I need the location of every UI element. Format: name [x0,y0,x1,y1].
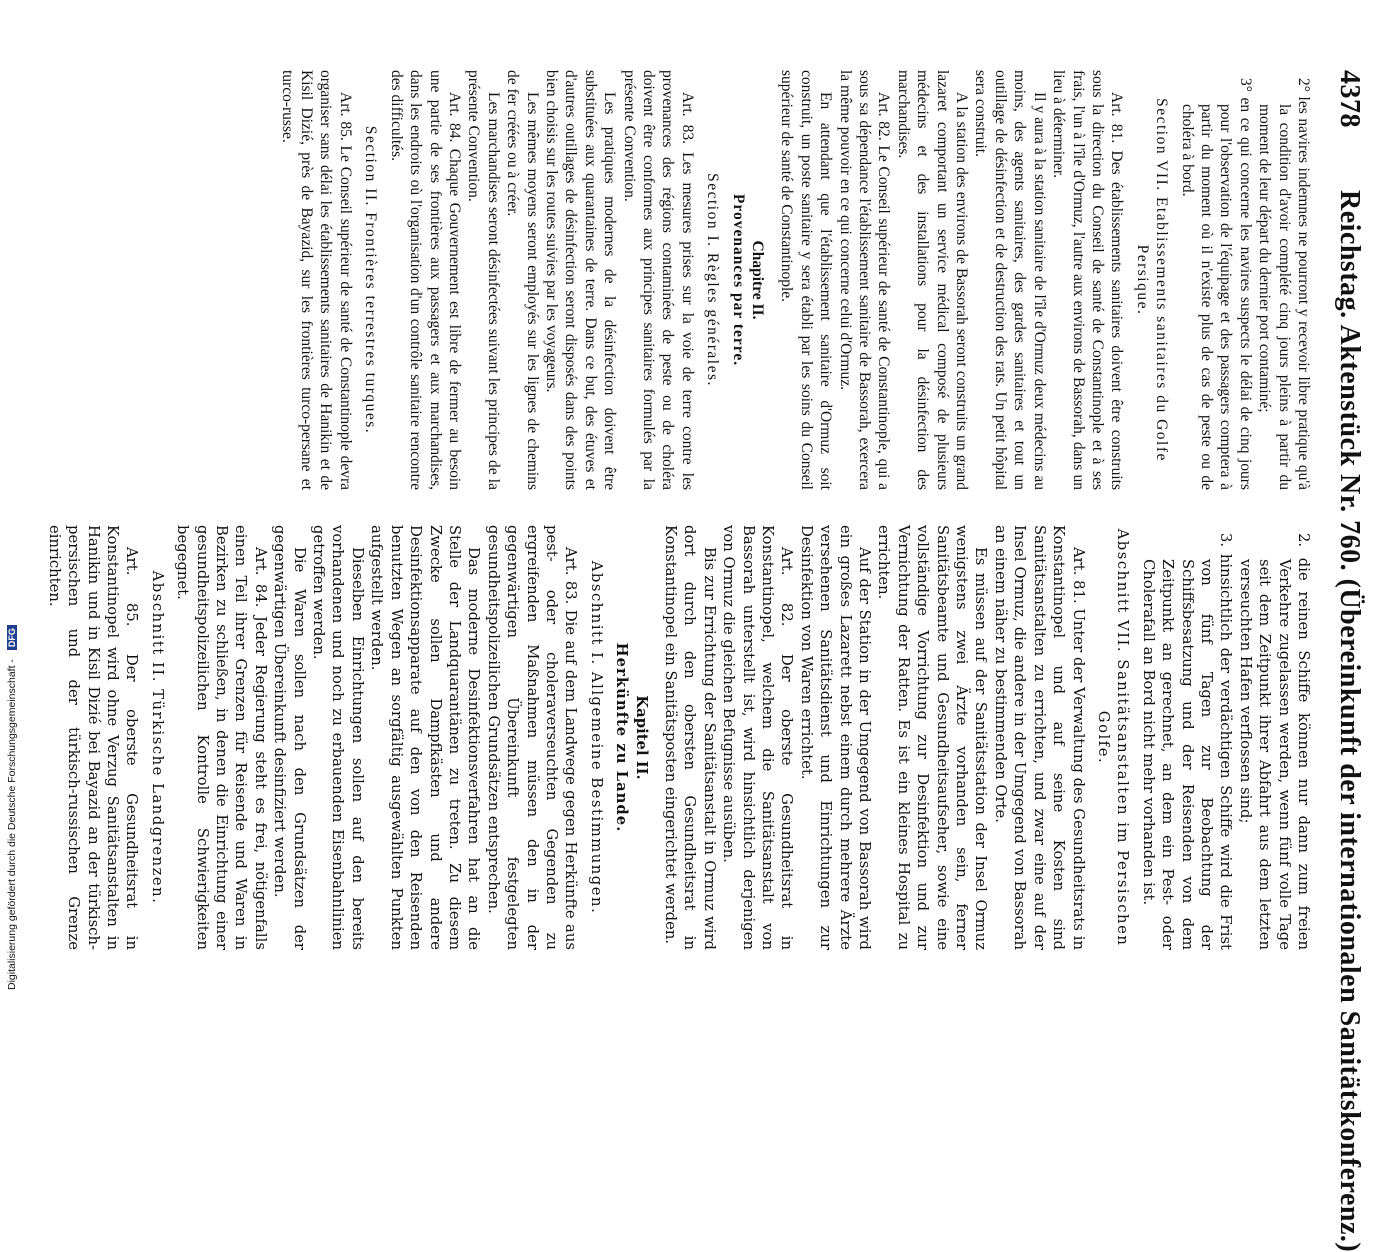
section-heading: Abschnitt I. Allgemeine Bestimmungen. [587,560,605,915]
list-item: 3. hinsichtlich der verdächtigen Schiffe wird die Frist von fünf Tagen zur Beobachtung der Schiffsbesatzung und der Reisenden von dem Zeitpunkt an gerechnet, an dem ein Pest- oder Cholerafall an Bord nicht mehr vorhanden ist. [1139,533,1235,950]
section-heading: Section I. Règles générales. [704,173,722,387]
article-paragraph: Bis zur Errichtung der Sanitätsanstalt in Ormuz wird dort durch den obersten Gesundheitsrat in Konstantinopel ein Sanitätsposten eingerichtet werden. [662,525,718,950]
section-heading: Section II. Frontières terrestres turques. [362,125,380,435]
article-paragraph: Die Waren sollen nach den Grundsätzen der gegenwärtigen Übereinkunft desinfiziert werden. [271,525,308,950]
chapter-heading: Chapitre II. [749,240,767,320]
article-paragraph: Art. 83. Les mesures prises sur la voie de terre contre les provenances des régions contaminées de peste ou de choléra doivent être conformes aux principes sanitaires formulés par la présente Convention. [620,70,696,490]
article-paragraph: Art. 82. Le Conseil supérieur de santé de Constantinople, qui a sous sa dépendance l'établissement sanitaire de Bassorah, exercera la même pouvoir en ce qui concerne celui d'Ormuz. [836,70,893,490]
article-paragraph: En attendant que l'établissement sanitaire d'Ormuz soit construit, un poste sanitaire y sera établi par les soins du Conseil supérieur de santé de Constantinople. [778,70,835,490]
article-paragraph: Art. 84. Chaque Gouvernement est libre de fermer au besoin une partie de ses frontières aux passagers et aux marchandises, dans les endroits où l'organisation d'un contrôle sanitaire rencontre des difficultés. [387,70,463,490]
article-paragraph: Art. 81. Des établissements sanitaires doivent être construits sous la direction du Conseil de santé de Constantinople et à ses frais, l'un à l'île d'Ormuz, l'autre aux environs de Bassorah, dans un lieu à déterminer. [1050,70,1126,490]
article-paragraph: Les pratiques modernes de la désinfection doivent être substituées aux quarantaines de terre. Dans ce but, des étuves et d'autres outillages de désinfection seront disposés dans des points bien choisis sur les routes suivies par les voyageurs. [542,70,619,490]
article-paragraph: Art. 82. Der oberste Gesundheitsrat in Konstantinopel, welchem die Sanitätsanstalt von Bassorah unterstellt ist, wird hinsichtlich derjenigen von Ormuz die gleichen Befugnisse ausüben. [720,525,796,950]
digitization-footer [6,625,18,990]
german-column [44,525,1313,950]
article-paragraph: Art. 81. Unter der Verwaltung des Gesundheitsrats in Konstantinopel und auf seine Kosten sind Sanitätsanstalten zu errichten, und zwar eine auf der Insel Ormuz, die andere in der Umgegend von Bassorah an einem näher zu bestimmenden Orte. [991,525,1087,950]
chapter-title: Herkünfte zu Lande. [613,642,631,833]
article-paragraph: Das moderne Desinfektionsverfahren hat an die Stelle der Landquarantänen zu treten. Zu diesem Zwecke sollen Dampfkästen und andere Desinfektionsapparate auf den von den Reisenden benutzten Wegen an sorgfältig ausgewählten Punkten aufgestellt werden. [368,525,483,950]
article-paragraph: Auf der Station in der Umgegend von Bassorah wird ein großes Lazarett nebst einem durch mehrere Ärzte versehenen Sanitätsdienst und Einrichtungen zur Desinfektion von Waren errichtet. [797,525,874,950]
article-paragraph: Les mêmes moyens seront employés sur les lignes de chemins de fer créées ou à créer. [504,70,541,490]
french-column [277,70,1313,490]
list-item: 3° en ce qui concerne les navires suspects le délai de cinq jours pour l'observation de l'équipage et des passagers comptera à partir du moment où il n'existe plus de cas de peste ou de choléra à bord. [1178,78,1254,490]
article-paragraph: Dieselben Einrichtungen sollen auf den bereits vorhandenen und noch zu erbauenden Eisenbahnlinien getroffen werden. [310,525,366,950]
page-header [1325,70,1365,1252]
article-paragraph: A la station des environs de Bassorah seront construits un grand lazaret comportant un service médical composé de plusieurs médecins et des installations pour la désinfection des marchandises. [894,70,971,490]
page-number: 4378 [1334,70,1365,128]
article-paragraph: Es müssen auf der Sanitätsstation der Insel Ormuz wenigstens zwei Ärzte vorhanden sein, ferner Sanitätsbeamte und Gesundheitsaufseher, sowie eine vollständige Vorrichtung zur Desinfektion und zur Vernichtung der Ratten. Es ist ein kleines Hospital zu errichten. [875,525,990,950]
article-paragraph: Les marchandises seront désinfectées suivant les principes de la présente Convention. [465,70,502,490]
chapter-title: Provenances par terre. [729,193,747,367]
article-paragraph: Il y aura à la station sanitaire de l'île d'Ormuz deux médecins au moins, des agents sanitaires, des gardes sanitaires et tout un outillage de désinfection et de destruction des rats. Un petit hôpital sera construit. [972,70,1048,490]
section-heading: Section VII. Etablissements sanitaires du Golfe Persique. [1133,98,1171,462]
article-paragraph: Art. 85. Le Conseil supérieur de santé de Constantinople devra organiser sans délai les établissements sanitaires de Hanikin et de Kisil Dizié, près de Bayazid, sur les frontières turco-persane et turco-russe. [278,70,354,490]
list-item: 2. die reinen Schiffe können nur dann zum freien Verkehre zugelassen werden, wenn fünf volle Tage seit dem Zeitpunkt ihrer Abfahrt aus dem letzten verseuchten Hafen verflossen sind; [1236,533,1312,950]
article-paragraph: Art. 85. Der oberste Gesundheitsrat in Konstantinopel wird ohne Verzug Sanitätsanstalten in Hanikin und in Kisil Dizié bei Bayazid an der türkisch-persischen und der türkisch-russischen Grenze einrichten. [45,525,141,950]
chapter-heading: Kapitel II. [632,695,650,780]
article-paragraph: Art. 84. Jeder Regierung steht es frei, nötigenfalls einen Teil ihrer Grenzen für Reisende und Waren in Bezirken zu schließen, in denen die Einrichtung einer gesundheitspolizeilichen Kontrolle Schwierigkeiten begegnet. [174,525,269,950]
list-item: 2° les navires indemnes ne pourront y recevoir libre pratique qu'à la condition d'avoir complété cinq jours pleins à partir du moment de leur départ du dernier port contaminé; [1256,78,1312,490]
dfg-logo: DFG [7,625,17,650]
article-paragraph: Art. 83. Die auf dem Landwege gegen Herkünfte aus pest- oder choleraverseuchten Gegenden zu ergreifenden Maßnahmen müssen den in der gegenwärtigen Übereinkunft festgelegten gesundheitspolizeilichen Grundsätzen entsprechen. [484,525,580,950]
page-title: Reichstag. Aktenstück Nr. 760. (Übereinkunft der internationalen Sanitätskonferenz.) [1334,190,1365,1252]
section-heading: Abschnitt VII. Sanitätsanstalten im Persischen Golfe. [1094,528,1132,947]
footer-text: Digitalisierung gefördert durch die Deutsche Forschungsgemeinschaft - [6,659,18,990]
section-heading: Abschnitt II. Türkische Landgrenzen. [148,570,166,905]
